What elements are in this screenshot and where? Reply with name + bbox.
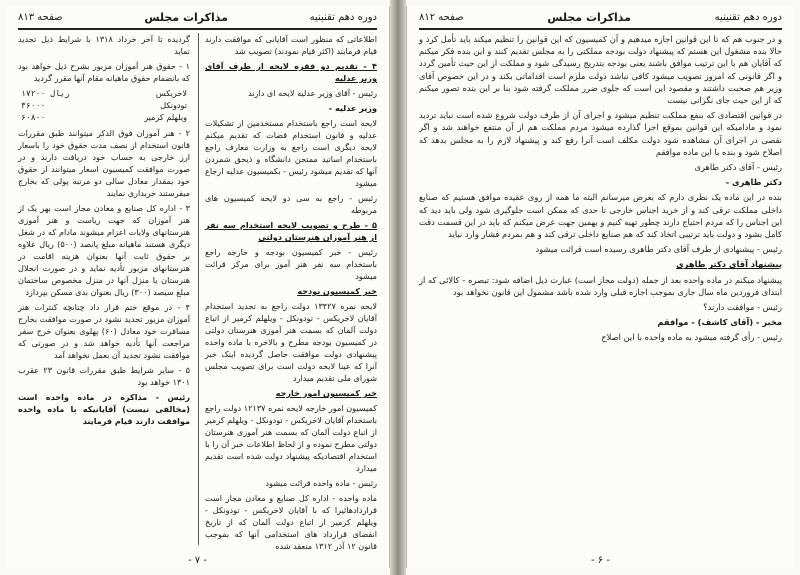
paragraph: در قوانین اقتصادی که بنفع مملکت تنظیم میشود و اجرای آن از طرف دولت شروع شده است نباید تردید نمود و مادامیکه این قوانین بموقع اجرا گذارده میشود مردم مملکت هم از آن منتفع خواهند شد و اگر نقصی در اجرای آن مشاهده شود دولت مکلف است آنرا رفع کند و پیشنهاد لازم را به مجلس بدهد که اصلاح شود و بنده با این ماده موافقم [419, 110, 782, 157]
paragraph: ۳ - اداره کل صنایع و معادن مجاز است بهر یک از هنر آموزان که جهت ریاست و هنر آموزی هنرستانهای ولایات اعزام میشوند مادام که در شغل دیگری هستند ماهیانه مبلغ پانصد (۵۰۰) ریال علاوه بر حقوق ثابت آنها بعنوان هزینه اقامت در هنرستانهای مزبور تأدیه نماید و در صورت انحلال هنرستان یا منزل آنها در منزل مخصوص ساختمان مبلغ سیصد (۳۰۰) ریال بعنوان بدی مسکن بپردازد [18, 203, 190, 297]
left-page-column-right [198, 33, 377, 551]
paragraph: رئیس - آقای وزیر عدلیه لایحه ای دارند [248, 88, 377, 98]
table-cell-name: ویلهلم کرمیر [144, 112, 187, 122]
table-cell-salary: ۳۶۰۰۰ [21, 100, 46, 110]
paragraph: گردیده تا آخر خرداد ۱۳۱۸ با شرایط ذیل تجدید نماید [18, 34, 190, 56]
book-gutter [390, 0, 406, 575]
paragraph: رئیس - آقای دکتر طاهری [694, 162, 782, 173]
speaker-name: وزیر عدلیه - [328, 103, 377, 113]
salary-table [18, 87, 190, 123]
left-page-session: دوره دهم تقنینیه [309, 11, 377, 23]
table-cell-salary: ۱۷۲۰۰ ریال [21, 88, 70, 98]
left-page-header [18, 6, 377, 30]
left-page-columns [18, 33, 377, 551]
right-page-number: صفحه ۸۱۲ [419, 11, 464, 23]
section-heading: ۵ - طرح و تصویب لایحه استخدام سه نفر از هنر آموزان هنرستان دولتی [205, 220, 377, 242]
paragraph: رئیس - مذاکره در ماده واحده است (مخالفی نیست) آقایانیکه با ماده واحده موافقت دارند قیام فرمایند [18, 392, 190, 426]
paragraph: و در جنوب هم که تا این قوانین اجازه میدهیم و آن کمیسیون که این قوانین را تنظیم میکند باید تأمل کرد و حالا بنده مشغول این هستم که پیشنهاد دولت بودجه مملکتی را به مجلس تقدیم کنند و این بنده فکر میکنم که آقایان هم با این ترتیب موافق باشند یعنی بودجه بتدریج رسیدگی شود و مملکت از این حیث تأمین گردد و اگر قانونی که امروز تصویب میشود کافی نباشد دولت ملزم است اقداماتی بکند و در این خصوص آقای وزیر هم صحبت داشتند و مقصود این است که جلوی ضرر مملکت گرفته شود بنا بر این بنده تصور میکنم که از این حیث جای نگرانی نیست [419, 34, 782, 106]
right-page-body [419, 33, 782, 545]
paragraph: ماده واحده - اداره کل صنایع و معادن مجاز است قراردادهائیرا که با آقایان لاخریکس - تودونکل - ویلهلم کرمیر از اتباع دولت آلمان که از تاریخ انقضای قرارداد های استخدامی آنها که بموجب قانون ۱۲ آذر ۱۳۱۲ منعقد شده [205, 493, 377, 551]
table-cell-name: تودونکل [160, 100, 187, 110]
left-page-footer: - ۷ - [188, 555, 207, 566]
section-heading: ۴ - تقدیم دو فقره لایحه از طرف آقای وزیر عدلیه [205, 61, 377, 83]
table-cell-salary: ۶۰۸۰۰ [21, 112, 46, 122]
paragraph: پیشنهاد میکنم در ماده واحده بعد از جمله (دولت مجاز است) عبارت ذیل اضافه شود: تبصره - کالائی که از ابتدای فروردین ماه سال جاری بموجب اجازه قبلی وارد شده باشد مشمول این قانون نخواهد بود [419, 274, 782, 297]
left-page-title: مذاکرات مجلس [144, 10, 228, 24]
right-page-title: مذاکرات مجلس [547, 10, 631, 24]
table-row [18, 99, 190, 111]
table-row [18, 87, 190, 99]
right-page-footer: - ۶ - [591, 555, 610, 566]
paragraph: ۱ - حقوق هنر آموزان مزبور بشرح ذیل خواهد بود که بانضمام حقوق ماهیانه مقام آنها مقرر گردید [18, 61, 190, 83]
paragraph: اطلاعاتی که منظور است آقایانی که موافقت دارند قیام فرمایند (اکثر قیام نمودند) تصویب شد [205, 34, 377, 56]
paragraph: ۴ - در موقع ختم قرار داد چنانچه کنترات هنر آموزان مزبور تجدید نشود در صورت موافقت بخارج مسافرت خود معادل (۶۰) پهلوی بعنوان خرج سفر مراجعت آنها تأدیه خواهد شد و در صورتی که موافقت نشود تجدید آن بعمل نخواهد آمد [18, 302, 190, 360]
paragraph: ۲ - هنر آموزان فوق الذکر میتوانند طبق مقررات قانون استخدام از نصف مدت حقوق خود را باسعار ارز خارجی به حساب خود دریافت دارند و در صورت موافقت کمیسیون اسعار میتوانند از حقوق خود بمقدار معادل سالی دو مرتبه پولی که بخارج میفرستند خریداری نمایند [18, 128, 190, 198]
right-page-header [419, 6, 782, 30]
paragraph: رئیس - موافقت دارند؟ [703, 302, 782, 313]
table-cell-name: لاخریکس [155, 88, 187, 98]
paragraph: رئیس - ماده واحده قرائت میشود [265, 478, 377, 488]
left-page-column-left [18, 33, 190, 545]
paragraph: بنده در این ماده یک نظری دارم که بعرض میرسانم البته ما همه از روی عقیده موافق هستیم که صنایع داخلی مملکت ترقی کند و از خرید اجناس خارجی تا حدی که ممکن است جلوگیری شود ولی باید دید که این اجناس را که مردم احتیاج دارند چطور تهیه کنیم و بهمین جهت عرض میکنم که باید در این قسمت دقت کامل بشود و دولت باید ترتیبی اتخاذ کند که هم صنایع داخلی ترقی کند و هم بمردم فشار وارد نیاید [419, 192, 782, 240]
paragraph: کمیسیون امور خارجه لایحه نمره ۱۲۱۳۷ دولت راجع باستخدام آقایان لاخریکس - تودونکل - ویلهلم کرمیر از اتباع دولت آلمان که بسمت هنر آموزی هنرستان دولتی مطرح نموده و از لحاظ اطلاعات خبر آن را با استخدام اقتصادیکه پیشنهاد دولت شده است تقدیم میدارد [205, 403, 377, 473]
paragraph: لایحه نمره ۱۳۴۲۷ دولت راجع به تجدید استخدام آقایان لاخریکس - تودونکل - ویلهلم کرمیر از اتباع دولت آلمان که بسمت هنر آموزی هنرستان دولتی در کمیسیون بودجه مطرح و بالاخره با ماده واحده پیشنهادی دولت موافقت حاصل گردیده اینک خبر آنرا که عینا لایحه دولت است برای تصویب مجلس شورای ملی تقدیم میدارد [205, 301, 377, 383]
speaker-name: مخبر - (آقای کاشف) - موافقم [657, 317, 782, 328]
section-heading: پیشنهاد آقای دکتر طاهری [676, 259, 782, 270]
paragraph: لایحه است راجع باستخدام مستخدمین از تشکیلات عدلیه و قانون استخدام قضات که تقدیم میکنم لایحه دیگری است راجع به وزارت معارف راجع باستخدام اساتید ممتحن دانشگاه و ذیحق شمردن آنها که تقدیم میشود رئیس - بکمیسیون عدلیه ارجاع میشود [205, 118, 377, 188]
section-heading: خبر کمیسیون امور خارجه [275, 388, 377, 398]
speaker-name: دکتر طاهری - [725, 177, 782, 188]
paragraph: رئیس - رأی گرفته میشود به ماده واحده با این اصلاح [601, 332, 782, 343]
paragraph: ۵ - سایر شرایط طبق مقررات قانون ۲۳ عقرب ۱۳۰۱ خواهد بود [18, 365, 190, 387]
paragraph: رئیس - خبر کمیسیون بودجه و خارجه راجع باستخدام سه نفر هنر آموز برای مرکز قرائت میشود [205, 247, 377, 281]
table-row [18, 111, 190, 123]
section-heading: خبر کمیسیون بودجه [297, 286, 377, 296]
left-page [6, 6, 390, 568]
right-page [406, 6, 794, 568]
right-page-session: دوره دهم تقنینیه [714, 11, 782, 23]
left-page-number: صفحه ۸۱۳ [18, 11, 63, 23]
paragraph: رئیس - پیشنهادی از طرف آقای دکتر طاهری رسیده است قرائت میشود [535, 244, 782, 255]
paragraph: رئیس - راجع به سی دو لایحه کمیسیون های مربوطه [205, 193, 377, 215]
